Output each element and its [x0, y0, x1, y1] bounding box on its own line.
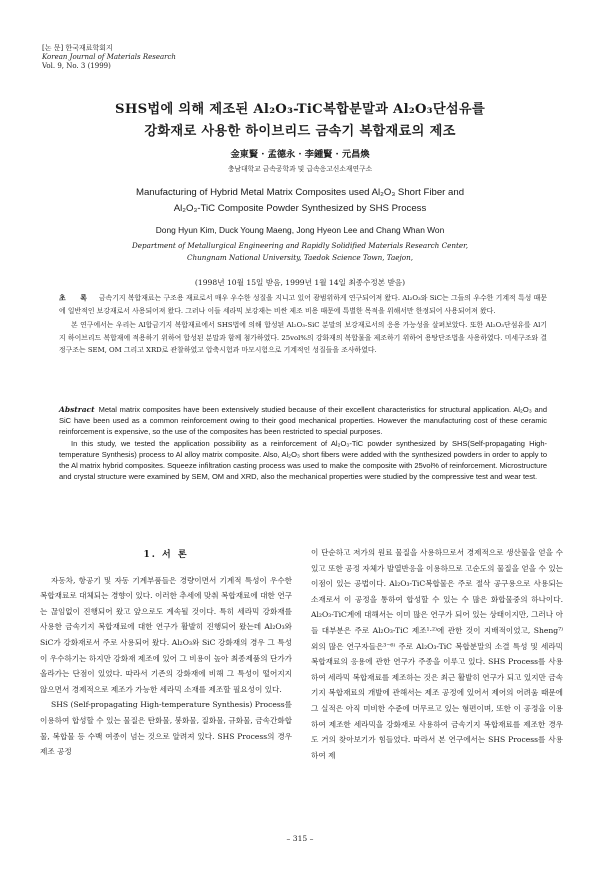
abstract-english — [59, 404, 547, 482]
abstract-korean-paragraph-2: 본 연구에서는 우리는 Al합금기지 복합재료에서 SHS법에 의해 합성된 Al₂O₃-SiC 분말의 보강재로서의 응용 가능성을 살펴보았다. 또한 Al₂O₃단섬유를 Al기지 하이브리드 복합재에 적용하기 위하여 합성된 분말과 함께 첨가하였다. 25vol%의 강화재의 복합물을 제조하기 위하여 용탕단조법을 사용하였다. 미세구조와 결정구조는 SEM, OM 그리고 XRD로 관찰하였고 압축시험과 마모시험으로 기계적인 성질들을 조사하였다. — [59, 321, 547, 354]
authors-english: Dong Hyun Kim, Duck Young Maeng, Jong Hyeon Lee and Chang Whan Won — [155, 225, 445, 235]
title-english — [40, 185, 560, 217]
title-korean-line-2: 강화재로 사용한 하이브리드 금속기 복합재료의 제조 — [144, 124, 456, 139]
abstract-english-paragraph-2: In this study, we tested the application possibility as a reinforcement of Al₂O₃-TiC powder synthesized by SHS(Self-propagating High-temperature Synthesis) process to Al alloy matrix composite. Also, Al₂O₃ short fibers were added with the synthesized powders in order to apply to the Al matrix hybrid composites. Squeeze infiltration casting process was used to make the composite with 25vol% of reinforcement. Microstructure and crystal structure were examined by SEM, OM and XRD, also the mechanical properties were studied by the compressive test and wear test. — [59, 438, 547, 482]
journal-header — [42, 44, 176, 71]
title-english-line-1: Manufacturing of Hybrid Metal Matrix Composites used Al₂O₃ Short Fiber and — [135, 187, 465, 198]
title-english-line-2: Al₂O₃-TiC Composite Powder Synthesized by SHS Process — [173, 203, 427, 214]
section-heading-introduction: 1. 서 론 — [143, 550, 189, 560]
abstract-english-paragraph-1 — [59, 404, 547, 438]
abstract-english-text-1: Metal matrix composites have been extensively studied because of their excellent characteristics for structural application. Al₂O₃ and SiC have been used as a common reinforcement owing to their good mechanical properties. However the manufacturing cost of these ceramic reinforcement is expensive, so the use of the composites has been restricted to special purposes. — [59, 405, 547, 437]
journal-volume: Vol. 9, No. 3 (1999) — [42, 62, 111, 70]
abstract-korean-paragraph-1 — [59, 292, 547, 317]
received-dates: (1998년 10월 15일 받음, 1999년 1월 14일 최종수정본 받음) — [194, 278, 406, 287]
body-paragraph: 자동차, 항공기 및 자동 기계부품들은 경량이면서 기계적 특성이 우수한 복합재료로 대체되는 경향이 있다. 이러한 추세에 맞춰 복합재료에 대한 연구는 끊임없이 진행되어 왔고 앞으로도 계속될 것이다. 특히 세라믹 강화재를 사용한 금속기지 복합재료에 대한 연구가 활발히 진행되어 왔는데 Al₂O₃와 SiC가 강화재로서 주로 사용되어 왔다. Al₂O₃와 SiC 강화재의 경우 그 특성이 우수하기는 하지만 강화재 제조에 있어 그 비용이 높아 최종제품의 단가가 올라가는 단점이 있었다. 따라서 기존의 강화재에 비해 그 특성이 떨어지지 않으면서 경제적으로 제조가 가능한 세라믹 소재를 제조할 필요성이 있다. — [40, 575, 292, 694]
journal-name-en: Korean Journal of Materials Research — [42, 53, 176, 61]
title-korean — [40, 99, 560, 143]
abstract-korean — [59, 292, 547, 359]
title-korean-line-1: SHS법에 의해 제조된 Al₂O₃-TiC복합분말과 Al₂O₃단섬유를 — [115, 102, 485, 117]
abstract-korean-text-1: 금속기지 복합재료는 구조용 재료로서 매우 우수한 성질을 지니고 있어 광범위하게 연구되어져 왔다. Al₂O₃와 SiC는 그들의 우수한 기계적 특성 때문에 일반적인 보강재로서 사용되어져 왔다. 그러나 이들 세라믹 보강재는 비싼 제조 비용 때문에 특별한 목적을 위해서만 한정되어 사용되어져 왔다. — [59, 294, 547, 315]
body-column-left — [40, 548, 292, 760]
abstract-korean-label: 초 록 — [59, 294, 93, 302]
affiliation-korean: 충남대학교 금속공학과 및 급속응고신소재연구소 — [227, 165, 373, 173]
authors-korean: 金東賢 · 孟德永 · 李鍾賢 · 元昌煥 — [230, 149, 370, 160]
affiliation-english — [40, 240, 560, 263]
page-number: – 315 – — [286, 834, 314, 843]
body-paragraph: 이 단순하고 저가의 원료 물질을 사용하므로서 경제적으로 생산물을 얻을 수 있고 또한 공정 자체가 발열반응을 이용하므로 고순도의 물질을 얻을 수 있는 이점이 있는 공법이다. Al₂O₃-TiC복합물은 주로 절삭 공구용으로 사용되는 소재로서 이 공정을 통하여 합성할 수 있는 수 많은 화합물중의 하나이다. Al₂O₃-TiC계에 대해서는 이미 많은 연구가 되어 있는 상태이지만, 그러나 아들 대부분은 주로 Al₂O₃-TiC 제조¹·²⁾에 관한 것이 지배적이었고, Sheng⁷⁾ 외의 많은 연구자들은³⁻⁶⁾ 주로 Al₂O₃-TiC 복합분말의 소결 특성 및 세라믹 복합재료의 응용에 관한 연구가 주종을 이루고 있다. SHS Process를 사용하여 세라믹 복합재료를 제조하는 것은 최근 활발히 연구가 되고 있지만 금속기지 복합재료의 개발에 관해서는 제조 공정에 있어서 제어의 어려움 때문에 그 실적은 아직 미비한 수준에 머무르고 있는 형편이며, 또한 이 공정을 이용하여 제조한 세라믹을 강화재로 사용하여 금속기지 복합재료를 제조한 경우도 거의 찾아보기가 힘들었다. 따라서 본 연구에서는 SHS Process를 사용하여 제 — [311, 548, 563, 760]
body-column-right — [311, 545, 563, 763]
affiliation-english-line-1: Department of Metallurgical Engineering and Rapidly Solidified Materials Research Center, — [131, 241, 469, 250]
affiliation-english-line-2: Chungnam National University, Taedok Science Town, Taejon, — [186, 252, 414, 262]
abstract-english-label: Abstract — [59, 405, 95, 414]
body-paragraph: SHS (Self-propagating High-temperature Synthesis) Process를 이용하여 합성할 수 있는 물질은 탄화물, 붕화물, 질화물, 규화물, 금속간화합물, 복합물 등 수백 여종이 넘는 것으로 알려져 있다. SHS Process의 경우 제조 공정 — [40, 700, 292, 757]
journal-category: [논 문] 한국재료학회지 — [42, 44, 113, 52]
